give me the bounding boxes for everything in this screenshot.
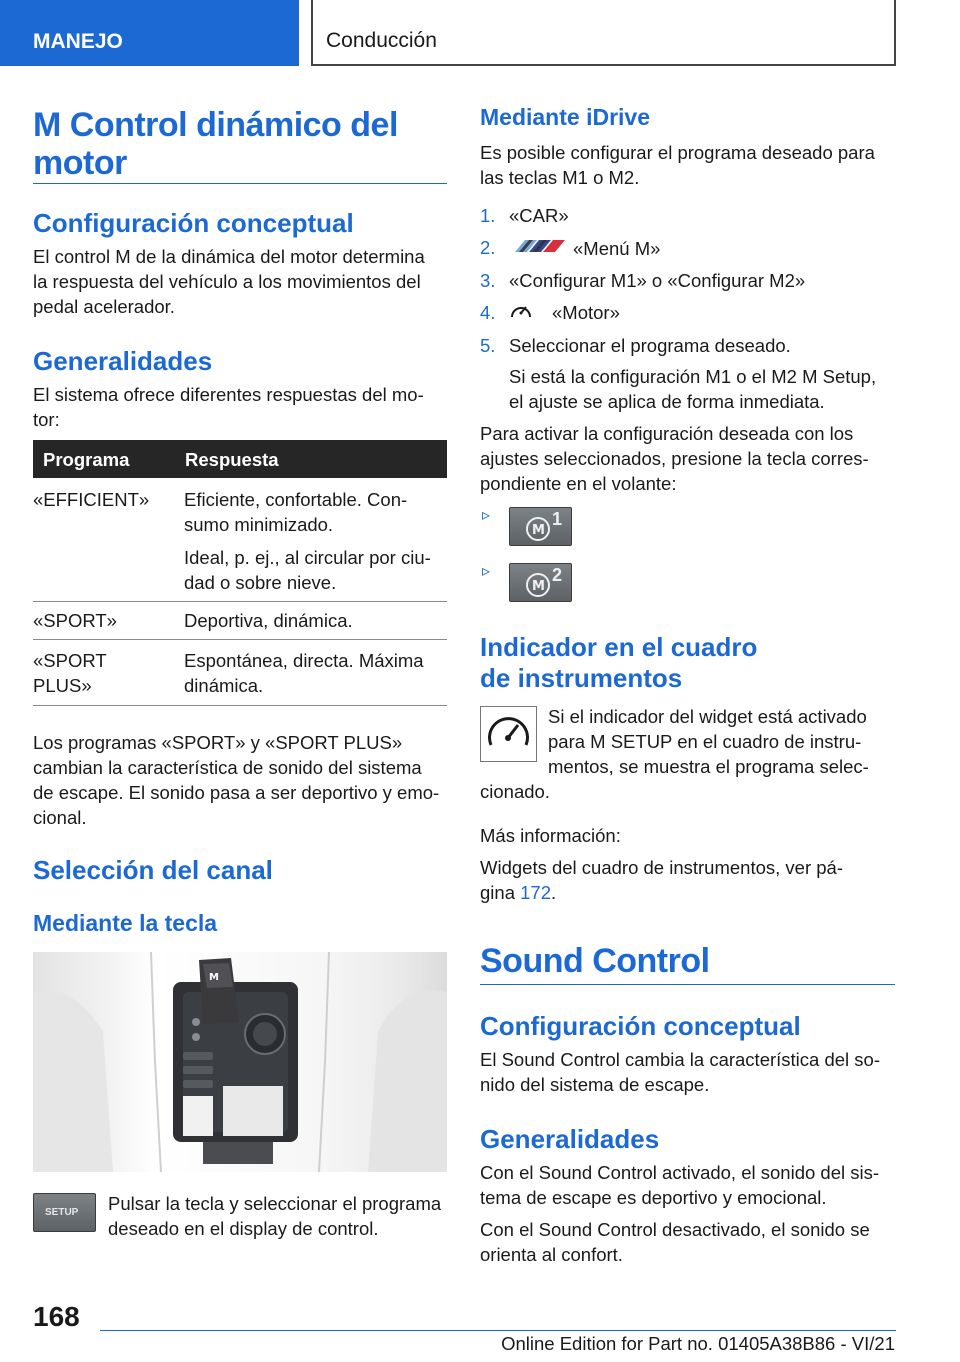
concept-heading: Configuración conceptual: [33, 208, 354, 238]
widgets-suffix: .: [551, 882, 557, 903]
page-link[interactable]: 172: [520, 882, 551, 903]
page-title-line-2: motor: [33, 144, 127, 182]
widgets-line: Widgets del cuadro de instrumentos, ver pá‐: [480, 857, 843, 878]
cell-text: sumo minimizado.: [184, 514, 334, 535]
column-header-response: Respuesta: [185, 449, 279, 470]
sound-line: cional.: [33, 807, 87, 828]
step-text: Seleccionar el programa deseado.: [509, 335, 791, 356]
concept-line: El control M de la dinámica del motor determina: [33, 246, 425, 267]
cell-text: «SPORT: [33, 650, 107, 671]
sound-control-title: Sound Control: [480, 942, 710, 980]
column-header-program: Programa: [43, 449, 130, 470]
step-number: 4.: [480, 302, 496, 323]
more-info: Más información:: [480, 825, 621, 846]
m-stripes-icon: [509, 238, 565, 254]
table-row-divider: [33, 705, 447, 706]
table-cell-response: [184, 608, 353, 633]
section-label: MANEJO: [33, 30, 123, 53]
chapter-tab: [311, 0, 896, 66]
step-text: «Motor»: [552, 302, 620, 323]
sc-general-text-2: [480, 1217, 870, 1267]
idrive-line: Es posible configurar el programa deseado para: [480, 142, 875, 163]
step-text: «Menú M»: [573, 238, 661, 259]
table-header: [33, 440, 447, 478]
indicator-line: mentos, se muestra el programa selec‐: [548, 756, 869, 777]
svg-text:M: M: [209, 972, 219, 983]
setup-line: Pulsar la tecla y seleccionar el programa: [108, 1193, 442, 1214]
table-cell-program: [33, 487, 173, 512]
channel-heading: Selección del canal: [33, 855, 273, 885]
m2-label: 2: [552, 565, 563, 585]
setup-text: [108, 1191, 441, 1241]
cell-text: PLUS»: [33, 675, 92, 696]
general-line: El sistema ofrece diferentes respuestas del mo‐: [33, 384, 424, 405]
console-illustration: [33, 952, 447, 1172]
step-note: [509, 364, 876, 414]
m2-button-icon: [509, 563, 572, 602]
sc-general-line: Con el Sound Control activado, el sonido del sis‐: [480, 1162, 880, 1183]
widgets-prefix: gina: [480, 882, 521, 903]
step-number: 2.: [480, 237, 496, 258]
step-number: 1.: [480, 205, 496, 226]
sc-concept-line: El Sound Control cambia la característica del so‐: [480, 1049, 880, 1070]
idrive-line: las teclas M1 o M2.: [480, 167, 640, 188]
cell-text: dad o sobre nieve.: [184, 572, 337, 593]
indicator-line: Si el indicador del widget está activado: [548, 706, 867, 727]
sound-line: cambian la característica de sonido del sistema: [33, 757, 422, 778]
section-tab: [0, 0, 299, 66]
sc-general-line: tema de escape es deportivo y emocional.: [480, 1187, 827, 1208]
table-row-divider: [33, 601, 447, 602]
sc-concept-text: [480, 1047, 880, 1097]
concept-text: [33, 244, 425, 319]
step-note-line: el ajuste se aplica de forma inmediata.: [509, 391, 825, 412]
indicator-text: [548, 704, 869, 779]
step-number: 5.: [480, 335, 496, 356]
concept-line: la respuesta del vehículo a los movimientos del: [33, 271, 421, 292]
cell-text: Deportiva, dinámica.: [184, 610, 353, 631]
edition-text: Online Edition for Part no. 01405A38B86 - VI/21: [501, 1333, 895, 1354]
general-text: [33, 382, 424, 432]
sc-general-text-1: [480, 1160, 879, 1210]
step-number: 3.: [480, 270, 496, 291]
gauge-icon: [509, 300, 533, 322]
cell-text: Espontánea, directa. Máxima: [184, 650, 424, 671]
activate-line: pondiente en el volante:: [480, 473, 677, 494]
indicator-heading: [480, 632, 757, 694]
indicator-heading-line: de instrumentos: [480, 663, 683, 693]
sound-text: [33, 730, 439, 830]
cell-text: Ideal, p. ej., al circular por ciu‐: [184, 547, 431, 568]
activate-text: [480, 421, 869, 496]
page-title: [33, 106, 398, 182]
indicator-heading-line: Indicador en el cuadro: [480, 632, 758, 662]
indicator-text-end: cionado.: [480, 781, 550, 802]
setup-button-icon: [33, 1193, 96, 1232]
general-line: tor:: [33, 409, 60, 430]
cell-text: dinámica.: [184, 675, 264, 696]
idrive-text: [480, 140, 875, 190]
sc-general-heading: Generalidades: [480, 1124, 660, 1154]
table-row-divider: [33, 639, 447, 640]
activate-line: ajustes seleccionados, presione la tecla corres‐: [480, 448, 869, 469]
indicator-line: para M SETUP en el cuadro de instru‐: [548, 731, 862, 752]
svg-text:M: M: [532, 579, 545, 594]
footer-rule: [100, 1330, 896, 1331]
sc-concept-heading: Configuración conceptual: [480, 1011, 801, 1041]
idrive-heading: Mediante iDrive: [480, 104, 650, 130]
m1-button-icon: [509, 507, 572, 546]
speedometer-icon: [480, 706, 537, 762]
sc-concept-line: nido del sistema de escape.: [480, 1074, 710, 1095]
sound-line: de escape. El sonido pasa a ser deportivo y emo‐: [33, 782, 440, 803]
cell-text: Eficiente, confortable. Con‐: [184, 489, 408, 510]
m1-label: 1: [552, 509, 563, 529]
sound-line: Los programas «SPORT» y «SPORT PLUS»: [33, 732, 403, 753]
general-heading: Generalidades: [33, 346, 213, 376]
setup-line: deseado en el display de control.: [108, 1218, 379, 1239]
page-title-line-1: M Control dinámico del: [33, 106, 398, 144]
sound-title-rule: [480, 984, 895, 985]
cell-text: «SPORT»: [33, 610, 117, 631]
svg-text:M: M: [532, 523, 545, 538]
title-rule: [33, 183, 447, 184]
step-note-line: Si está la configuración M1 o el M2 M Setup,: [509, 366, 877, 387]
activate-line: Para activar la configuración deseada con los: [480, 423, 854, 444]
cell-text: «EFFICIENT»: [33, 489, 150, 510]
concept-line: pedal acelerador.: [33, 296, 175, 317]
bullet: ▹: [482, 507, 491, 524]
chapter-label: Conducción: [326, 29, 437, 52]
widgets-line-2: [480, 880, 843, 905]
step-text: «CAR»: [509, 205, 569, 226]
page-number: 168: [33, 1301, 80, 1332]
sc-general-line: orienta al confort.: [480, 1244, 623, 1265]
center-console-photo: [33, 952, 447, 1172]
key-heading: Mediante la tecla: [33, 910, 218, 936]
table-cell-response: [184, 487, 446, 595]
widgets-text: [480, 855, 843, 905]
bullet: ▹: [482, 563, 491, 580]
table-cell-program: [33, 648, 107, 698]
table-cell-program: [33, 608, 117, 633]
step-text: «Configurar M1» o «Configurar M2»: [509, 270, 806, 291]
sc-general-line: Con el Sound Control desactivado, el sonido se: [480, 1219, 870, 1240]
table-cell-response: [184, 648, 424, 698]
setup-button-label: SETUP: [45, 1207, 79, 1218]
